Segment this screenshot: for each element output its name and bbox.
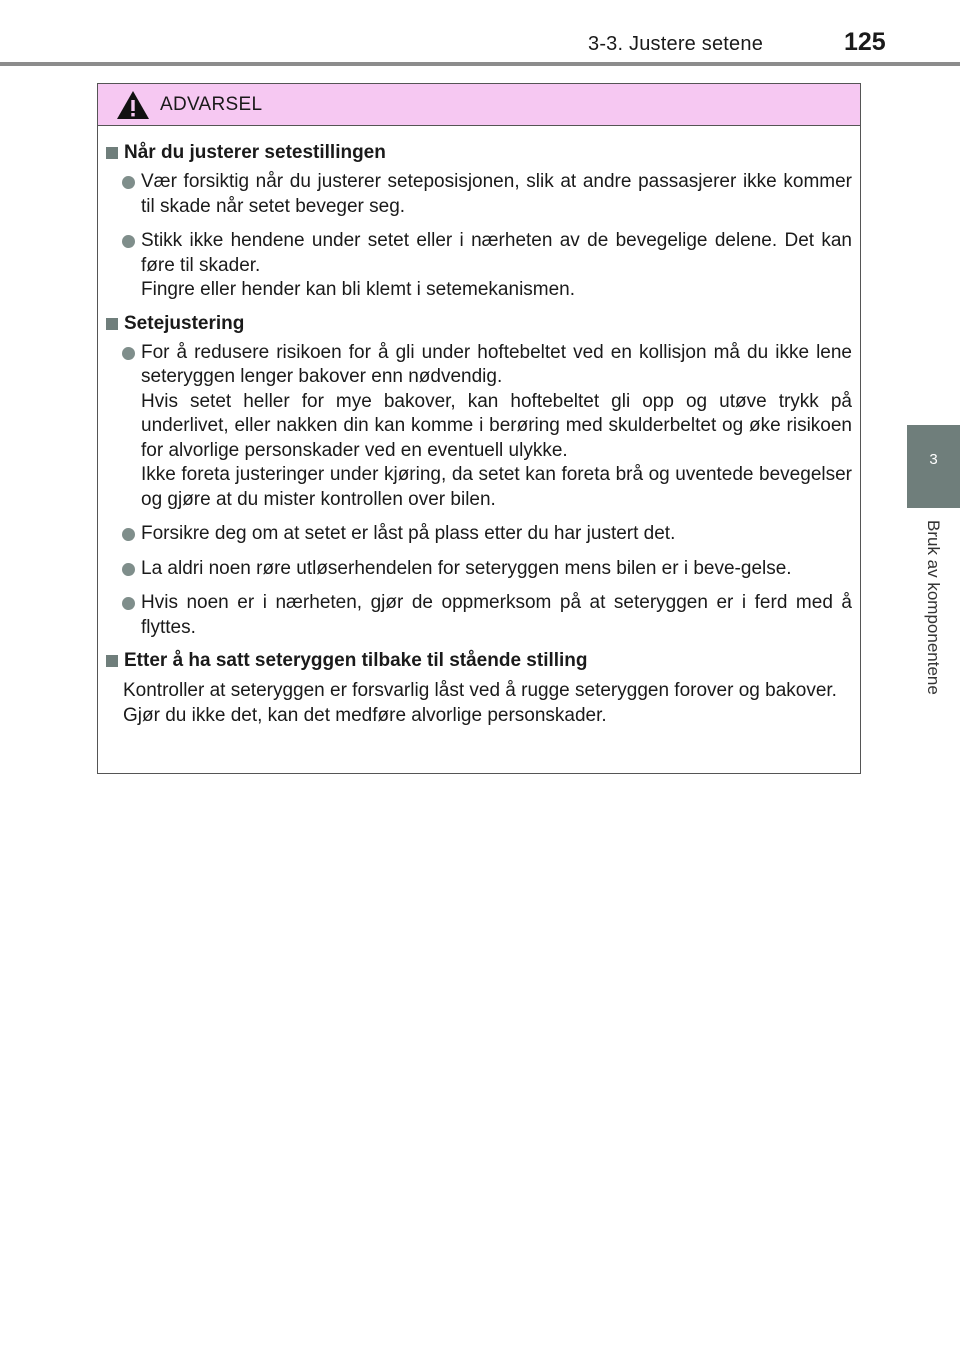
list-item: Stikk ikke hendene under setet eller i nærheten av de bevegelige delene. Det kan føre til skader. Fingre eller hender kan bli klemt i setemekanismen. [122,229,852,303]
circle-bullet-icon [122,597,135,610]
warning-header [98,84,860,126]
list-item: For å redusere risikoen for å gli under hoftebeltet ved en kollisjon må du ikke lene seteryggen lenger bakover enn nødvendig. Hvis setet heller for mye bakover, kan hoftebeltet gli opp og utøve trykk på underlivet, eller nakken din kan komme i berøring med skulderbeltet og øke risikoen for alvorlige personskader ved en eventuell ulykke. Ikke foreta justeringer under kjøring, da setet kan foreta brå og uventede bevegelser og gjøre at du mister kontrollen over bilen. [122,341,852,513]
chapter-tab: 3 [907,425,960,508]
section-paragraph: Kontroller at seteryggen er forsvarlig låst ved å rugge seteryggen forover og bakover. Gjør du ikke det, kan det medføre alvorlige personskader. [123,680,837,726]
warning-box [97,83,861,774]
list-item: Vær forsiktig når du justerer seteposisjonen, slik at andre passasjerer ikke kommer til skade når setet beveger seg. [122,170,852,219]
chapter-title: Bruk av komponentene [924,520,943,695]
section-heading: Når du justerer setestillingen [106,142,852,164]
circle-bullet-icon [122,176,135,189]
list-item: La aldri noen røre utløserhendelen for seteryggen mens bilen er i beve-gelse. [122,557,852,582]
warning-label: ADVARSEL [160,93,263,115]
section-seat-position [106,142,852,303]
section-heading: Etter å ha satt seteryggen tilbake til stående stilling [106,650,852,672]
circle-bullet-icon [122,347,135,360]
square-bullet-icon [106,147,118,159]
warning-triangle-icon [116,90,150,120]
section-seat-adjustment [106,313,852,641]
page-number: 125 [844,28,886,56]
header-rule [0,62,960,66]
list-item: Forsikre deg om at setet er låst på plass etter du har justert det. [122,522,852,547]
circle-bullet-icon [122,563,135,576]
warning-body [98,126,860,728]
square-bullet-icon [106,318,118,330]
square-bullet-icon [106,655,118,667]
section-seatback-upright [106,650,852,728]
circle-bullet-icon [122,528,135,541]
section-title: 3-3. Justere setene [588,33,764,55]
list-item: Hvis noen er i nærheten, gjør de oppmerksom på at seteryggen er i ferd med å flyttes. [122,591,852,640]
circle-bullet-icon [122,235,135,248]
section-heading: Setejustering [106,313,852,335]
